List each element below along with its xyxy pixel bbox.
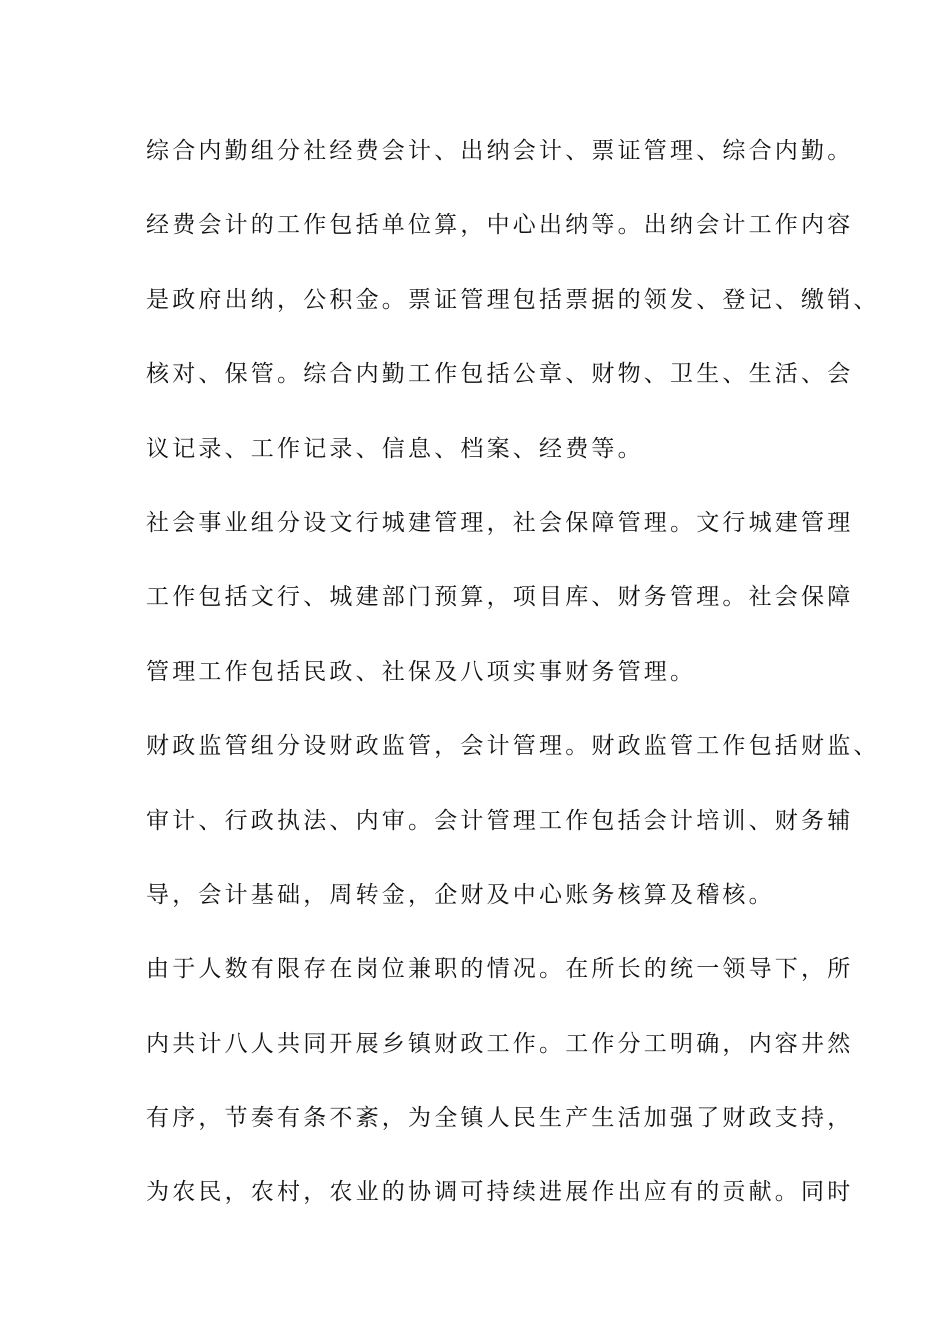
text-line: 议记录、工作记录、信息、档案、经费等。 (146, 435, 644, 462)
text-line: 为农民，农村，农业的协调可持续进展作出应有的贡献。同时 (146, 1179, 854, 1206)
text-line: 有序，节奏有条不紊，为全镇人民生产生活加强了财政支持， (146, 1105, 854, 1132)
text-line: 由于人数有限存在岗位兼职的情况。在所长的统一领导下，所 (146, 956, 854, 983)
text-line: 社会事业组分设文行城建管理，社会保障管理。文行城建管理 (146, 509, 854, 536)
text-line: 管理工作包括民政、社保及八项实事财务管理。 (146, 658, 697, 685)
body-text (146, 128, 880, 1244)
text-line: 综合内勤组分社经费会计、出纳会计、票证管理、综合内勤。 (146, 138, 854, 164)
text-line: 导，会计基础，周转金，企财及中心账务核算及稽核。 (146, 881, 775, 908)
text-line: 经费会计的工作包括单位算，中心出纳等。出纳会计工作内容 (146, 212, 854, 239)
text-line: 是政府出纳，公积金。票证管理包括票据的领发、登记、缴销、 (146, 286, 880, 313)
text-line: 内共计八人共同开展乡镇财政工作。工作分工明确，内容井然 (146, 1030, 854, 1057)
text-line: 财政监管组分设财政监管，会计管理。财政监管工作包括财监、 (146, 733, 880, 760)
text-line: 审计、行政执法、内审。会计管理工作包括会计培训、财务辅 (146, 807, 854, 834)
text-line: 工作包括文行、城建部门预算，项目库、财务管理。社会保障 (146, 584, 854, 611)
text-line: 核对、保管。综合内勤工作包括公章、财物、卫生、生活、会 (146, 361, 854, 388)
